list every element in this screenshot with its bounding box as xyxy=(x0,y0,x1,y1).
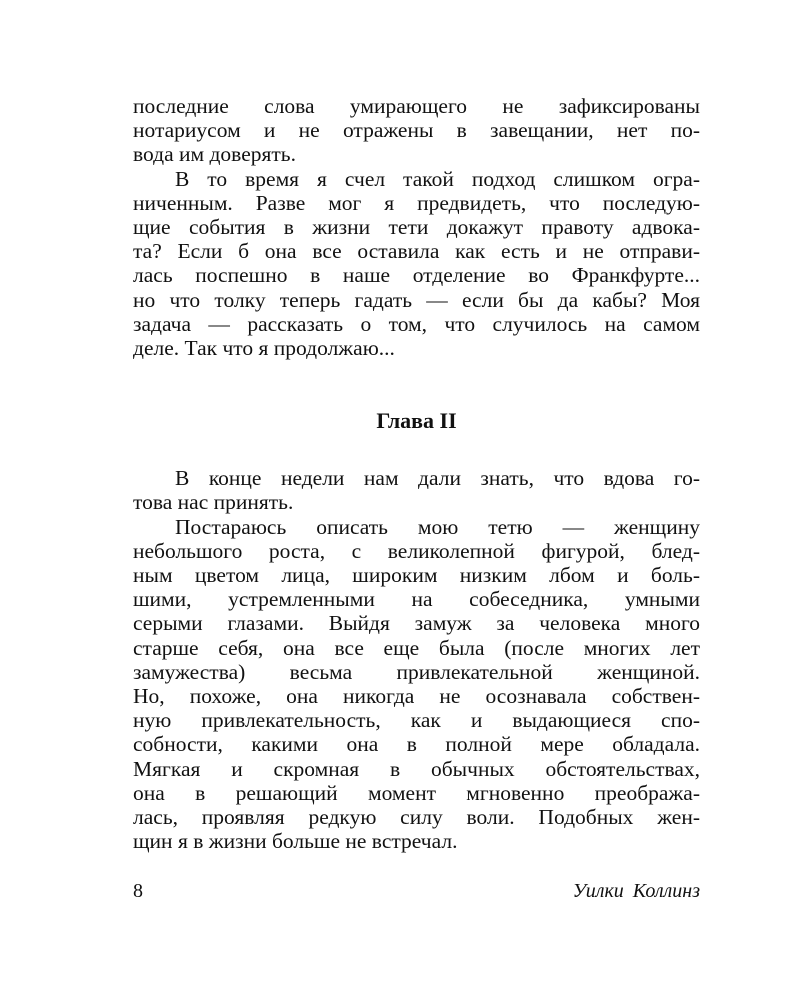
text-line: вода им доверять. xyxy=(133,142,296,167)
text-line: но что толку теперь гадать — если бы да кабы? Моя xyxy=(133,287,700,312)
text-line: ниченным. Разве мог я предвидеть, что последую- xyxy=(133,190,700,215)
text-line: нотариусом и не отражены в завещании, нет по- xyxy=(133,118,700,143)
text-line: Но, похоже, она никогда не осознавала собствен- xyxy=(133,684,700,709)
spacer xyxy=(133,360,700,408)
text-line: старше себя, она все еще была (после многих лет xyxy=(133,635,700,660)
text-line: она в решающий момент мгновенно преобража- xyxy=(133,780,700,805)
page-footer xyxy=(133,880,700,910)
text-line: лась, проявляя редкую силу воли. Подобных жен- xyxy=(133,805,700,830)
text-line: В конце недели нам дали знать, что вдова го- xyxy=(175,466,700,491)
page-body xyxy=(133,94,700,853)
page-number: 8 xyxy=(133,880,143,902)
text-line: последние слова умирающего не зафиксированы xyxy=(133,94,700,118)
text-line: серыми глазами. Выйдя замуж за человека много xyxy=(133,611,700,636)
text-line: щин я в жизни больше не встречал. xyxy=(133,829,458,854)
spacer xyxy=(133,434,700,466)
text-block-before-chapter xyxy=(133,94,700,360)
text-line: Постараюсь описать мою тетю — женщину xyxy=(175,514,700,539)
text-line: задача — рассказать о том, что случилось на самом xyxy=(133,311,700,336)
chapter-heading: Глава II xyxy=(376,408,457,434)
paragraph xyxy=(133,515,700,854)
text-line: шими, устремленными на собеседника, умными xyxy=(133,587,700,612)
paragraph xyxy=(133,94,700,167)
text-line: В то время я счел такой подход слишком огра- xyxy=(175,166,700,191)
text-line: деле. Так что я продолжаю... xyxy=(133,336,395,361)
text-line: та? Если б она все оставила как есть и не отправи- xyxy=(133,239,700,264)
text-line: собности, какими она в полной мере обладала. xyxy=(133,732,700,757)
text-line: небольшого роста, с великолепной фигурой, блед- xyxy=(133,538,700,563)
text-line: лась поспешно в наше отделение во Франкфурте... xyxy=(133,263,700,288)
text-block-chapter-opening xyxy=(133,466,700,853)
paragraph xyxy=(133,167,700,361)
paragraph xyxy=(133,466,700,514)
text-line: щие события в жизни тети докажут правоту адвока- xyxy=(133,215,700,240)
text-line: ным цветом лица, широким низким лбом и боль- xyxy=(133,563,700,588)
text-line: Мягкая и скромная в обычных обстоятельствах, xyxy=(133,756,700,781)
text-line: замужества) весьма привлекательной женщиной. xyxy=(133,659,700,684)
text-line: ную привлекательность, как и выдающиеся спо- xyxy=(133,708,700,733)
running-head-author: Уилки Коллинз xyxy=(572,880,700,902)
text-line: това нас принять. xyxy=(133,490,294,515)
